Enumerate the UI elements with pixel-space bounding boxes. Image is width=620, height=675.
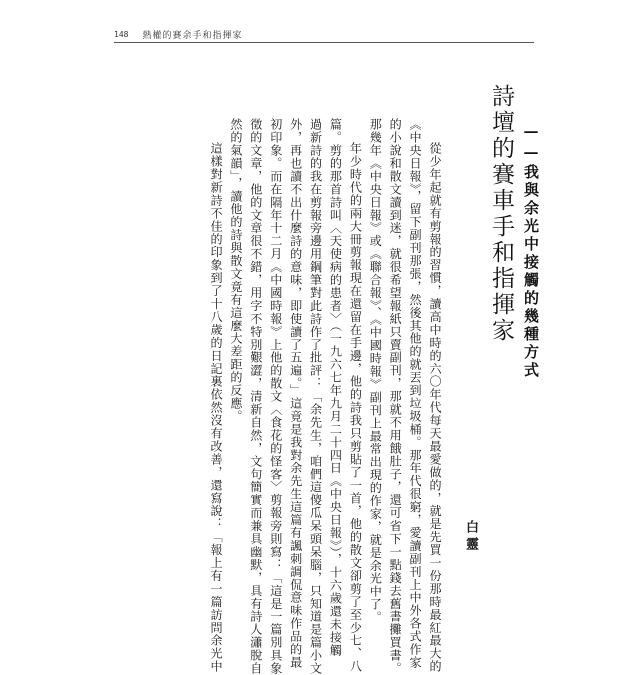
body-text	[138, 118, 444, 675]
body-line: 《中央日報》，留下副刊那張，然後其他的就丟到垃圾桶。那年代很窮，愛讀副刊上中外各式作家	[408, 118, 423, 669]
author-name: 白靈	[463, 520, 478, 554]
essay-subtitle: ——我與余光中接觸的幾種方式	[522, 122, 540, 380]
running-title: 熱權的賽余手和指揮家	[142, 30, 243, 41]
running-header	[114, 27, 534, 41]
header-rule	[114, 42, 534, 43]
body-line: 從少年起就有剪報的習慣，讀高中時的六〇年代每天最愛做的，就是先買一份那時最紅最大的	[428, 142, 442, 673]
body-line: 這樣對新詩不佳的印象到了十八歲的日記裏依然沒有改善，還寫說：「報上有一篇訪問余光中	[209, 142, 224, 673]
body-line: 徵的文章，他的文章很不錯，用字不特別艱澀，清新自然，文句簡實而兼具幽默，具有詩人瀟脫自	[248, 118, 263, 675]
body-line: 那幾年《中央日報》或《聯合報》、《中國時報》副刊上最常出現的作家，就是余光中了。	[368, 118, 383, 624]
body-line: 過新詩的我在剪報旁邊用鋼筆對此詩作了批評：「余先生，咱們這傻瓜呆頭呆腦，只知道是篇小文	[308, 118, 323, 675]
body-line: 然的氣韻」，讀他的詩與散文竟有這麼大差距的反應。	[228, 118, 243, 423]
body-line: 篇。剪的那首詩叫〈天使病的患者〉（一九六七年九月二十四日《中央日報》），十六歲還未接觸	[328, 118, 343, 657]
body-line: 年少時代的兩大冊剪報現在還留在手邊，他的詩我只剪貼了一首，他的散文卻剪了至少七、八	[348, 142, 363, 673]
essay-title: 詩壇的賽車手和指揮家	[488, 84, 514, 344]
body-line: 的小說和散文讀到迷，就很希望報紙只賣副刊，那就不用餓肚子，還可省下一點錢去舊書攤買書。	[388, 118, 403, 675]
body-line: 外，再也讀不出什麼詩的意味，即使讀了五遍。」這竟是我對余先生這篇有諷刺調侃意味作品的最	[288, 118, 303, 669]
page-number: 148	[114, 29, 129, 39]
body-line: 初印象。而在隔年十二月《中國時報》上他的散文〈食花的怪客〉剪報旁則寫：「這是一篇別具象	[268, 118, 283, 675]
